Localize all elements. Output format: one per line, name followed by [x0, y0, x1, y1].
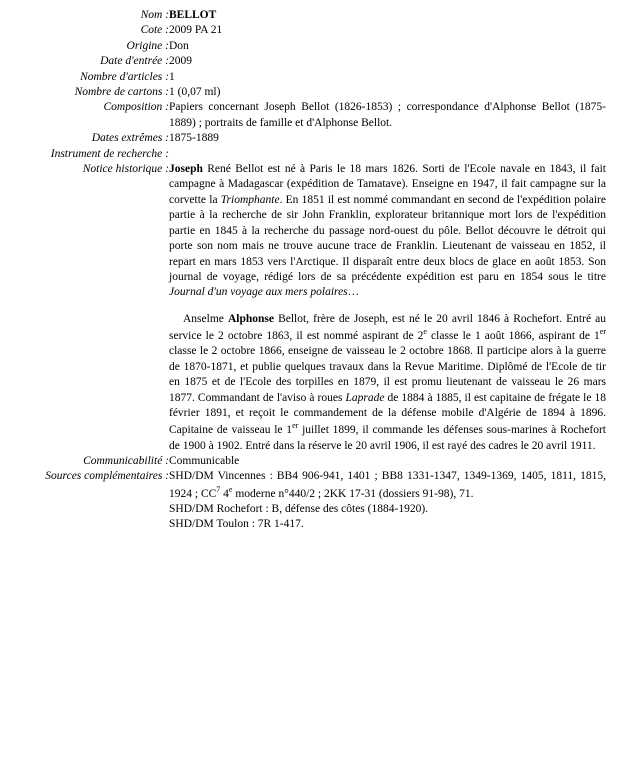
field-row-notice-historique [6, 162, 606, 454]
notice-joseph-text-3: … [347, 286, 360, 299]
field-row-origine [6, 39, 606, 54]
field-label-nom: Nom : [140, 9, 169, 21]
field-value-communicabilite: Communicable [169, 455, 240, 468]
notice-alphonse-text-4: de 1884 à 1885, il est capitaine de frégate le 18 février 1891, et reçoit le commandement de la défense mobile d'Algérie de 1894 à 1896. Capitaine de vaisseau le 1 [169, 391, 607, 437]
notice-joseph-name: Joseph [169, 163, 203, 176]
record-fields-table [6, 8, 606, 533]
field-label-nombre-articles: Nombre d'articles : [80, 70, 169, 83]
notice-alphonse-text-3: classe le 2 octobre 1866, enseigne de vaisseau le 2 octobre 1868. Il participe alors à la guerre de 1870-1871, et publie quelques travaux dans la Revue Maritime. Diplômé de l'Ecole de tir en 1875 et de l'Ecole des torpilles en 1879, il est promu lieutenant de vaisseau le 26 mars 1877. Commandant de l'aviso à roues [169, 345, 606, 404]
notice-paragraph-alphonse [169, 312, 606, 454]
sources-vincennes-sup-2: e [228, 484, 233, 494]
field-value-nombre-articles: 1 [169, 70, 175, 83]
field-value-instrument-recherche [169, 147, 606, 162]
field-row-nombre-articles [6, 70, 606, 85]
field-value-cote: 2009 PA 21 [169, 24, 223, 37]
field-label-instrument-recherche: Instrument de recherche : [50, 147, 169, 160]
field-label-nombre-cartons: Nombre de cartons : [74, 86, 169, 99]
sources-line-rochefort: SHD/DM Rochefort : B, défense des côtes (1884-1920). [169, 503, 429, 516]
notice-alphonse-name: Alphonse [227, 312, 274, 325]
notice-joseph-text-2: . En 1851 il est nommé commandant en second de l'expédition polaire partie à la recherche de sir John Franklin, explorateur britannique mort lors de l'expédition partie en 1845 à la recherche du passage nord-ouest du pôle. Bellot découvre le détroit qui porte son nom mais ne trouve aucune trace de Franklin. Lieutenant de vaisseau en 1852, il repart en mars 1853 vers l'Arctique. Il disparaît entre deux blocs de glace en août 1853. Son journal de voyage, rédigé lors de sa précédente expédition est paru en 1854 sous le titre [169, 193, 606, 283]
notice-alphonse-text-1: Bellot, frère de Joseph, est né le 20 avril 1846 à Rochefort. Entré au service le 2 octobre 1863, il est nommé aspirant de 2 [169, 312, 606, 342]
field-value-date-entree: 2009 [169, 55, 192, 68]
sources-line-toulon: SHD/DM Toulon : 7R 1-417. [169, 518, 304, 531]
field-label-date-entree: Date d'entrée : [100, 55, 169, 68]
field-value-notice-historique [169, 162, 606, 454]
notice-alphonse-sup-1: e [423, 327, 427, 337]
field-row-cote [6, 23, 606, 38]
notice-alphonse-text-5: juillet 1899, il commande les défenses sous-marines à Rochefort de 1900 à 1902. Entré dans la réserve le 20 avril 1906, il est rayé des cadres le 20 avril 1911. [169, 424, 606, 452]
field-value-composition: Papiers concernant Joseph Bellot (1826-1853) ; correspondance d'Alphonse Bellot (1875-1889) ; portraits de famille et d'Alphonse Bellot. [169, 101, 606, 129]
notice-alphonse-ship-laprade: Laprade [345, 391, 385, 404]
field-row-nom [6, 8, 606, 23]
field-row-communicabilite [6, 454, 606, 469]
sources-vincennes-text-a: SHD/DM Vincennes : BB4 906-941, 1401 ; BB8 1331-1347, 1349-1369, 1405, 1811, 1815, 1924 ; CC [169, 470, 606, 500]
notice-alphonse-sup-3: er [292, 421, 299, 431]
field-value-nombre-cartons: 1 (0,07 ml) [169, 86, 221, 99]
field-label-dates-extremes: Dates extrêmes : [91, 132, 169, 145]
field-value-sources-complementaires [169, 469, 606, 532]
field-value-nom-text: BELLOT [169, 9, 217, 21]
field-row-date-entree [6, 54, 606, 69]
field-label-communicabilite: Communicabilité : [83, 455, 169, 468]
sources-vincennes-text-c: moderne n°440/2 ; 2KK 17-31 (dossiers 91-98), 71. [232, 487, 474, 500]
field-value-dates-extremes: 1875-1889 [169, 132, 219, 145]
notice-alphonse-text-2: classe le 1 août 1866, aspirant de 1 [426, 329, 600, 342]
sources-vincennes-sup-1: 7 [216, 484, 221, 494]
field-row-composition [6, 100, 606, 131]
field-row-nombre-cartons [6, 85, 606, 100]
notice-alphonse-sup-2: er [599, 327, 606, 337]
field-label-cote: Cote : [140, 24, 169, 37]
sources-vincennes-text-b: 4 [220, 487, 229, 500]
field-label-sources-complementaires: Sources complémentaires : [45, 470, 169, 483]
notice-joseph-ship-triomphante: Triomphante [220, 193, 280, 206]
field-label-notice-historique: Notice historique : [82, 163, 169, 176]
notice-joseph-text-1: René Bellot est né à Paris le 18 mars 1826. Sorti de l'Ecole navale en 1843, il fait campagne à Madagascar (expédition de Tamatave). Enseigne en 1947, il fait campagne sur la corvette la [169, 163, 606, 206]
sources-line-vincennes [169, 469, 606, 502]
field-label-origine: Origine : [126, 39, 169, 52]
field-label-composition: Composition : [103, 101, 169, 114]
field-value-origine: Don [169, 39, 189, 52]
notice-paragraph-joseph [169, 162, 606, 301]
field-row-sources-complementaires [6, 469, 606, 532]
field-row-dates-extremes [6, 131, 606, 146]
notice-alphonse-text-0: Anselme [183, 312, 228, 325]
field-value-nom [169, 8, 606, 23]
notice-joseph-book-title: Journal d'un voyage aux mers polaires [169, 286, 348, 299]
field-row-instrument-recherche [6, 147, 606, 162]
